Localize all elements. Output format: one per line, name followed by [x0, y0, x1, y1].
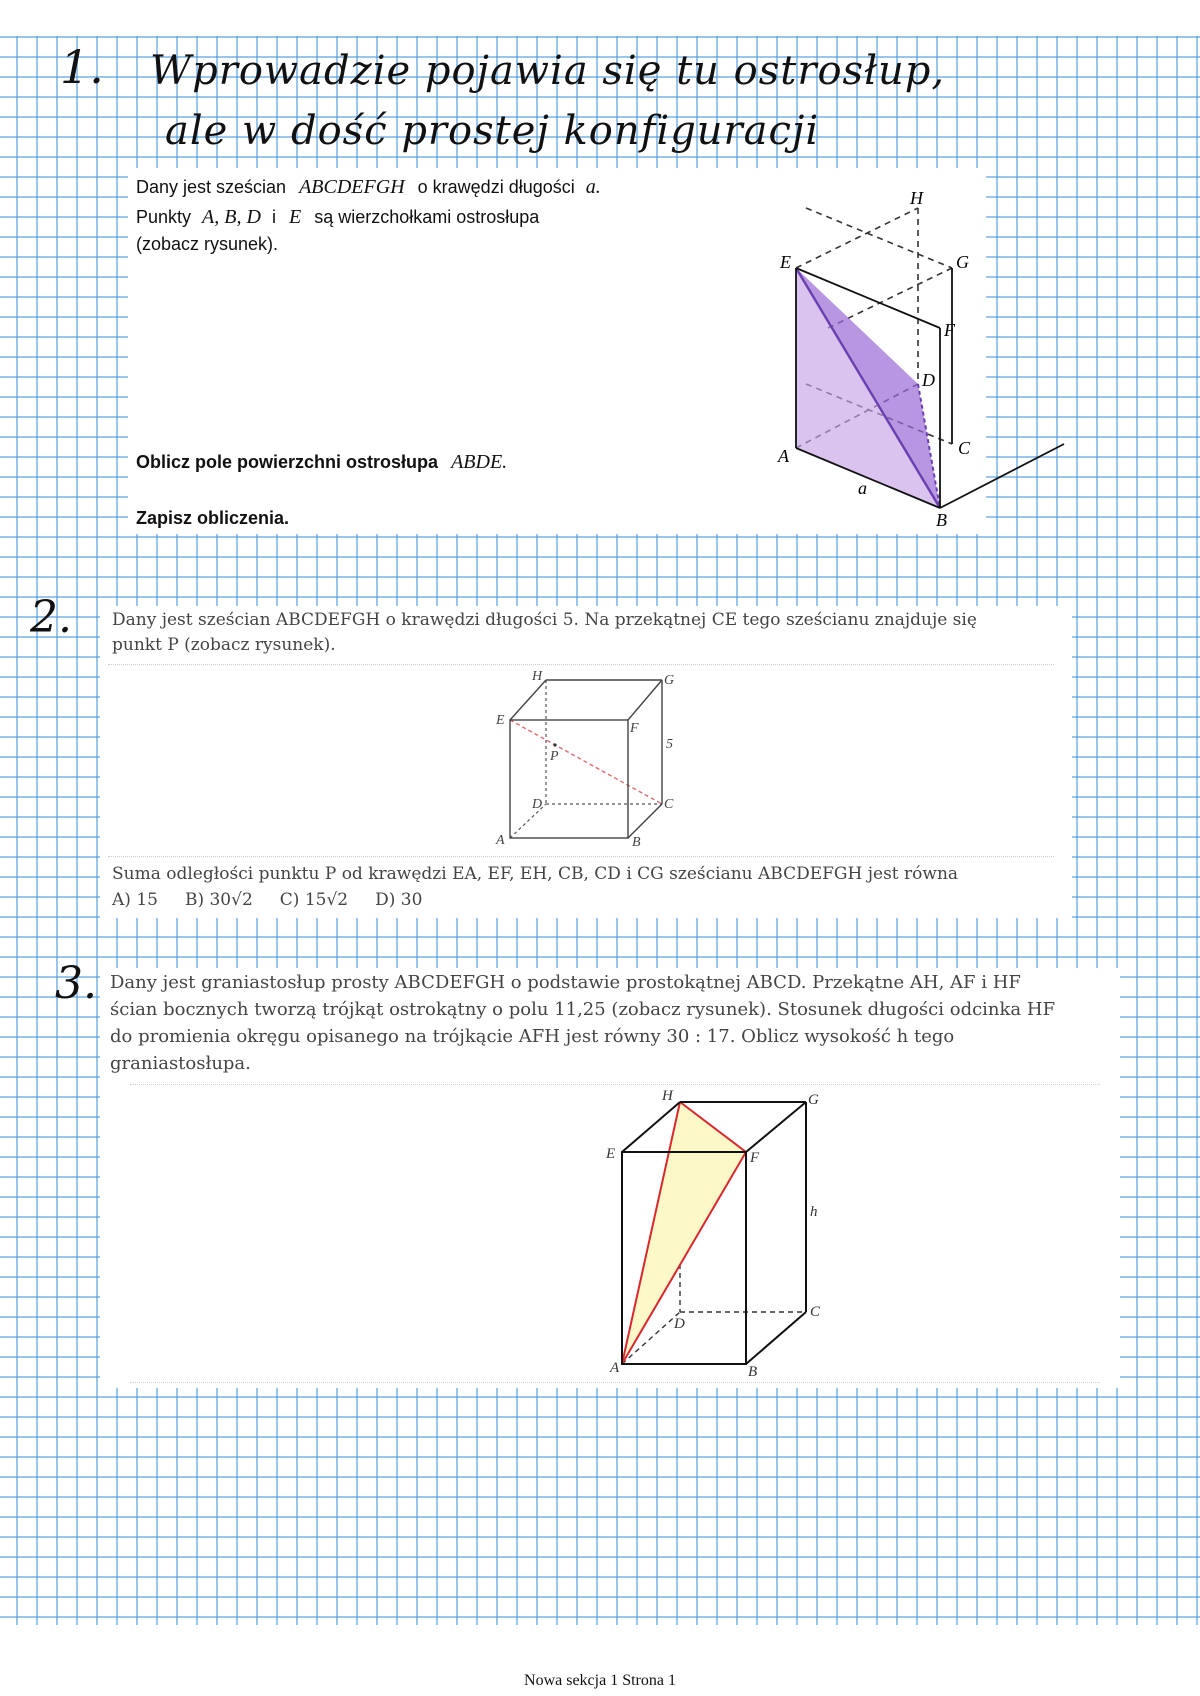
task-2-line2: punkt P (zobacz rysunek).: [112, 635, 336, 655]
label-c: C: [958, 438, 971, 458]
task-1-line2-math: A, B, D: [202, 206, 261, 228]
label-h: H: [532, 669, 543, 684]
label-c: C: [810, 1304, 821, 1320]
page-top-margin: [0, 0, 1200, 36]
task-1-question-text: Oblicz pole powierzchni ostrosłupa: [136, 452, 439, 472]
label-b: B: [936, 510, 947, 530]
task-1-line2-text-b: i: [271, 207, 276, 227]
task-2-cube-figure: [492, 668, 682, 850]
label-f: F: [944, 320, 955, 340]
point-p: [553, 743, 556, 746]
task-1-line1-text-a: Dany jest sześcian: [136, 177, 287, 197]
task-1-question: [136, 451, 507, 474]
label-g: G: [956, 252, 969, 272]
task-2-separator-top: [108, 664, 1054, 665]
task-3-card: [100, 968, 1120, 1388]
label-e: E: [780, 252, 791, 272]
label-edge-a: a: [858, 478, 867, 498]
heading-2-number: 2.: [30, 592, 72, 643]
label-edge-5: 5: [666, 737, 673, 752]
label-d: D: [922, 370, 935, 390]
label-d: D: [674, 1316, 685, 1332]
label-a: A: [496, 833, 505, 848]
task-1-line1-math2: a.: [585, 176, 601, 198]
task-2-separator-bottom: [108, 856, 1054, 857]
task-3-line3: do promienia okręgu opisanego na trójkącie AFH jest równy 30 : 17. Oblicz wysokość h tego: [110, 1026, 955, 1047]
task-1-line1: [136, 176, 601, 199]
label-f: F: [630, 721, 639, 736]
task-1-line2: [136, 206, 539, 229]
task-2-card: [100, 606, 1072, 918]
label-c: C: [664, 797, 674, 812]
task-3-line2: ścian bocznych tworzą trójkąt ostrokątny o polu 11,25 (zobacz rysunek). Stosunek długości odcinka HF: [110, 999, 1056, 1020]
task-1-line1-math: ABCDEFGH: [299, 176, 405, 198]
heading-1-line2: ale w dość prostej konfiguracji: [165, 108, 820, 154]
task-2-question: Suma odległości punktu P od krawędzi EA, EF, EH, CB, CD i CG sześcianu ABCDEFGH jest równa: [112, 864, 959, 884]
heading-1-line1: Wprowadzie pojawia się tu ostrosłup,: [150, 48, 946, 94]
task-1-card: [128, 168, 986, 534]
task-1-line1-text-b: o krawędzi długości: [417, 177, 575, 197]
edge-fg-front: [940, 268, 952, 328]
task-3-line4: graniastosłupa.: [110, 1053, 251, 1074]
label-b: B: [748, 1364, 758, 1380]
page-footer: Nowa sekcja 1 Strona 1: [524, 1672, 676, 1689]
edge-eh: [796, 208, 918, 268]
task-1-question-math: ABDE.: [451, 451, 508, 473]
heading-3-number: 3.: [55, 958, 97, 1009]
task-3-line1: Dany jest graniastosłup prosty ABCDEFGH o podstawie prostokątnej ABCD. Przekątne AH, AF i HF: [110, 972, 1021, 993]
label-a: A: [778, 446, 789, 466]
label-g: G: [664, 673, 675, 688]
label-h-height: h: [810, 1204, 818, 1220]
task-2-answers: A) 15 B) 30√2 C) 15√2 D) 30: [112, 890, 423, 910]
label-h: H: [662, 1088, 673, 1104]
label-b: B: [632, 835, 641, 850]
task-3-separator-top: [130, 1084, 1100, 1085]
heading-1-number: 1.: [60, 40, 104, 94]
label-f: F: [750, 1150, 760, 1166]
label-h: H: [910, 188, 923, 208]
task-1-line2-text-a: Punkty: [136, 207, 192, 227]
label-d: D: [532, 797, 543, 812]
task-1-line3: (zobacz rysunek).: [136, 234, 279, 254]
task-1-line2-text-c: są wierzchołkami ostrosłupa: [314, 207, 540, 227]
task-1-instruction: Zapisz obliczenia.: [136, 508, 290, 528]
label-p: P: [550, 749, 559, 764]
edge-hg: [806, 208, 952, 268]
task-3-prism-figure: [506, 1088, 826, 1378]
task-2-line1: Dany jest sześcian ABCDEFGH o krawędzi długości 5. Na przekątnej CE tego sześcianu znajduje się: [112, 610, 977, 630]
task-1-cube-figure: [640, 176, 980, 530]
label-e: E: [606, 1146, 616, 1162]
label-a: A: [610, 1360, 620, 1376]
task-3-separator-bottom: [130, 1382, 1100, 1383]
label-g: G: [808, 1092, 819, 1108]
task-1-line2-math2: E: [288, 206, 302, 228]
label-e: E: [496, 713, 505, 728]
